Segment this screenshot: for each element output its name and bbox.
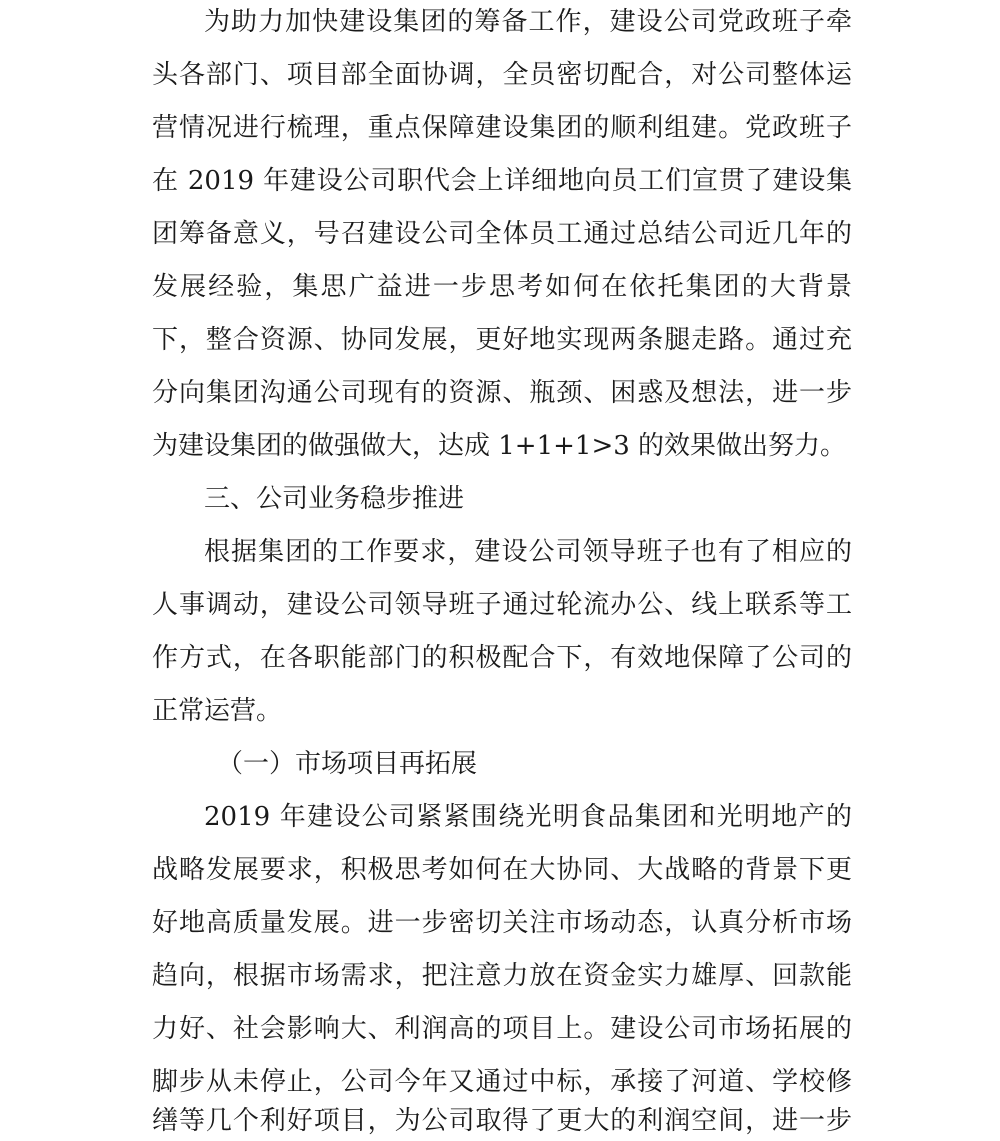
paragraph-line: 团筹备意义，号召建设公司全体员工通过总结公司近几年的 [152, 219, 852, 249]
paragraph-line: 发展经验，集思广益进一步思考如何在依托集团的大背景 [152, 272, 852, 302]
paragraph-line: 脚步从未停止，公司今年又通过中标，承接了河道、学校修 [152, 1067, 852, 1097]
paragraph-line: 人事调动，建设公司领导班子通过轮流办公、线上联系等工 [152, 590, 852, 620]
paragraph-line: 头各部门、项目部全面协调，全员密切配合，对公司整体运 [152, 60, 852, 90]
paragraph-line: 下，整合资源、协同发展，更好地实现两条腿走路。通过充 [152, 325, 852, 355]
paragraph-line: 作方式，在各职能部门的积极配合下，有效地保障了公司的 [152, 643, 852, 673]
paragraph-line: 好地高质量发展。进一步密切关注市场动态，认真分析市场 [152, 908, 852, 938]
paragraph-line: 营情况进行梳理，重点保障建设集团的顺利组建。党政班子 [152, 113, 852, 143]
paragraph-line: 力好、社会影响大、利润高的项目上。建设公司市场拓展的 [152, 1014, 852, 1044]
paragraph-line: 战略发展要求，积极思考如何在大协同、大战略的背景下更 [152, 855, 852, 885]
paragraph-line: 分向集团沟通公司现有的资源、瓶颈、困惑及想法，进一步 [152, 378, 852, 408]
paragraph-line: 为助力加快建设集团的筹备工作，建设公司党政班子牵 [204, 7, 852, 37]
paragraph-line: 2019 年建设公司紧紧围绕光明食品集团和光明地产的 [204, 802, 852, 832]
paragraph-line: 趋向，根据市场需求，把注意力放在资金实力雄厚、回款能 [152, 961, 852, 991]
subsection-heading: （一）市场项目再拓展 [217, 749, 478, 779]
paragraph-line: 为建设集团的做强做大，达成 1+1+1>3 的效果做出努力。 [152, 431, 847, 461]
section-heading: 三、公司业务稳步推进 [204, 484, 465, 514]
paragraph-line: 正常运营。 [152, 696, 283, 726]
paragraph-line: 在 2019 年建设公司职代会上详细地向员工们宣贯了建设集 [152, 166, 852, 196]
paragraph-line: 缮等几个利好项目，为公司取得了更大的利润空间，进一步 [152, 1106, 852, 1136]
paragraph-line: 根据集团的工作要求，建设公司领导班子也有了相应的 [204, 537, 852, 567]
